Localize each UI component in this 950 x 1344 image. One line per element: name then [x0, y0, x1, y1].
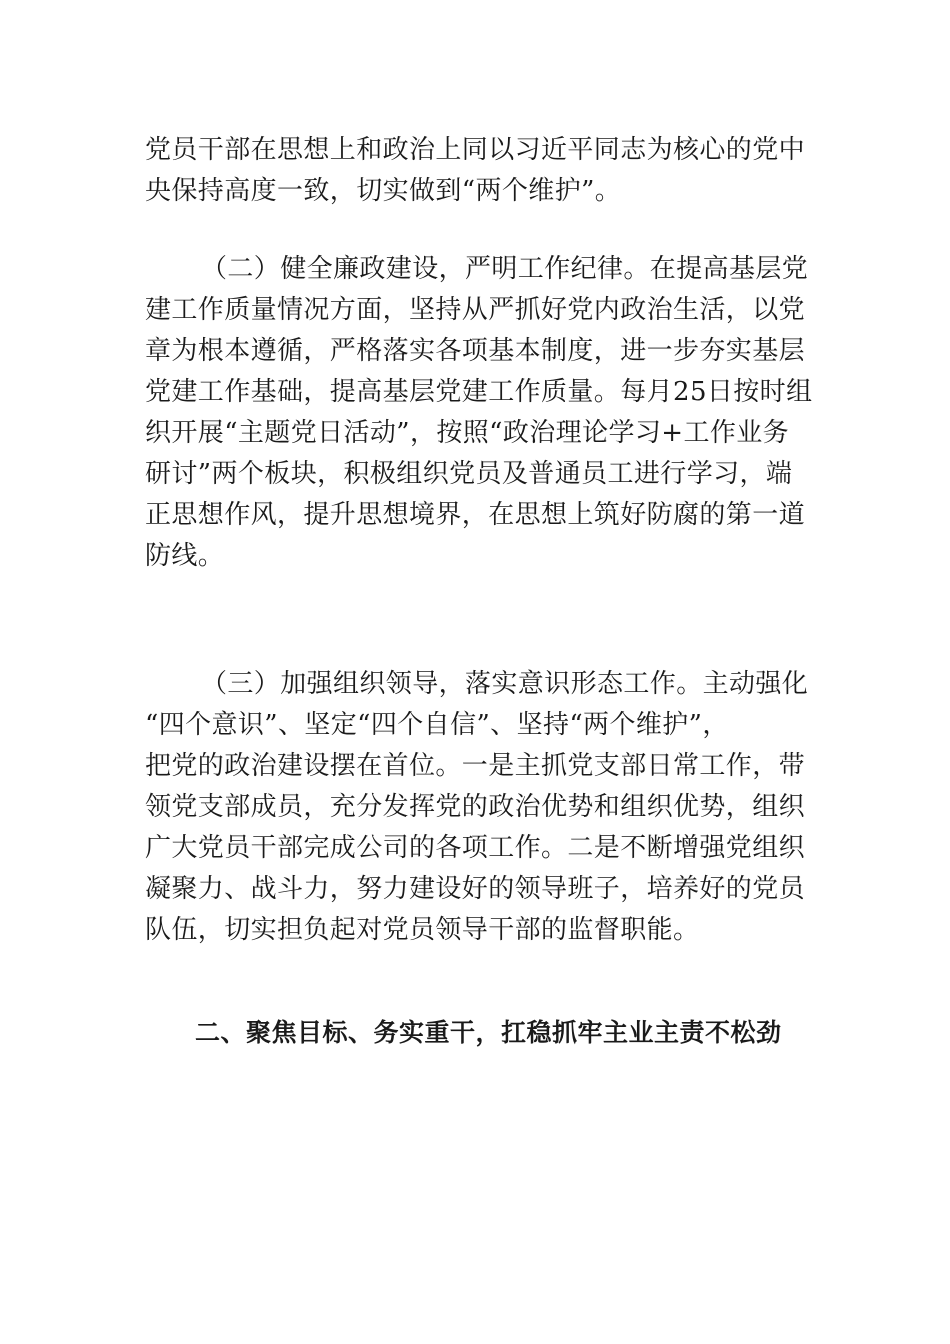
paragraph-line: 正思想作风，提升思想境界，在思想上筑好防腐的第一道 — [145, 500, 806, 530]
paragraph-line: 党员干部在思想上和政治上同以习近平同志为核心的党中 — [145, 135, 806, 165]
section-heading — [195, 1012, 795, 1053]
paragraph-line: （二）健全廉政建设，严明工作纪律。在提高基层党 — [201, 254, 809, 284]
paragraph-line: “四个意识”、坚定“四个自信”、坚持“两个维护”， — [145, 710, 729, 740]
paragraph-line: 织开展“主题党日活动”，按照“政治理论学习+工作业务 — [145, 418, 790, 448]
paragraph-line: 央保持高度一致，切实做到“两个维护”。 — [145, 176, 622, 206]
paragraph-line: 队伍，切实担负起对党员领导干部的监督职能。 — [145, 915, 700, 945]
paragraph-line: 把党的政治建设摆在首位。一是主抓党支部日常工作，带 — [145, 751, 806, 781]
paragraph-line: 章为根本遵循，严格落实各项基本制度，进一步夯实基层 — [145, 336, 806, 366]
paragraph-2 — [145, 249, 813, 577]
paragraph-line: 研讨”两个板块，积极组织党员及普通员工进行学习，端 — [145, 459, 793, 489]
paragraph-line: 广大党员干部完成公司的各项工作。二是不断增强党组织 — [145, 833, 806, 863]
paragraph-line: 建工作质量情况方面，坚持从严抓好党内政治生活，以党 — [145, 295, 806, 325]
section-heading-text: 二、聚焦目标、务实重干，扛稳抓牢主业主责不松劲 — [195, 1018, 782, 1047]
paragraph-line: 领党支部成员，充分发挥党的政治优势和组织优势，组织 — [145, 792, 806, 822]
paragraph-line: 凝聚力、战斗力，努力建设好的领导班子，培养好的党员 — [145, 874, 806, 904]
paragraph-3 — [145, 664, 809, 951]
paragraph-1 — [145, 130, 806, 212]
paragraph-line: 防线。 — [145, 541, 225, 571]
paragraph-line: （三）加强组织领导，落实意识形态工作。主动强化 — [201, 669, 809, 699]
paragraph-line: 党建工作基础，提高基层党建工作质量。每月25日按时组 — [145, 377, 813, 407]
